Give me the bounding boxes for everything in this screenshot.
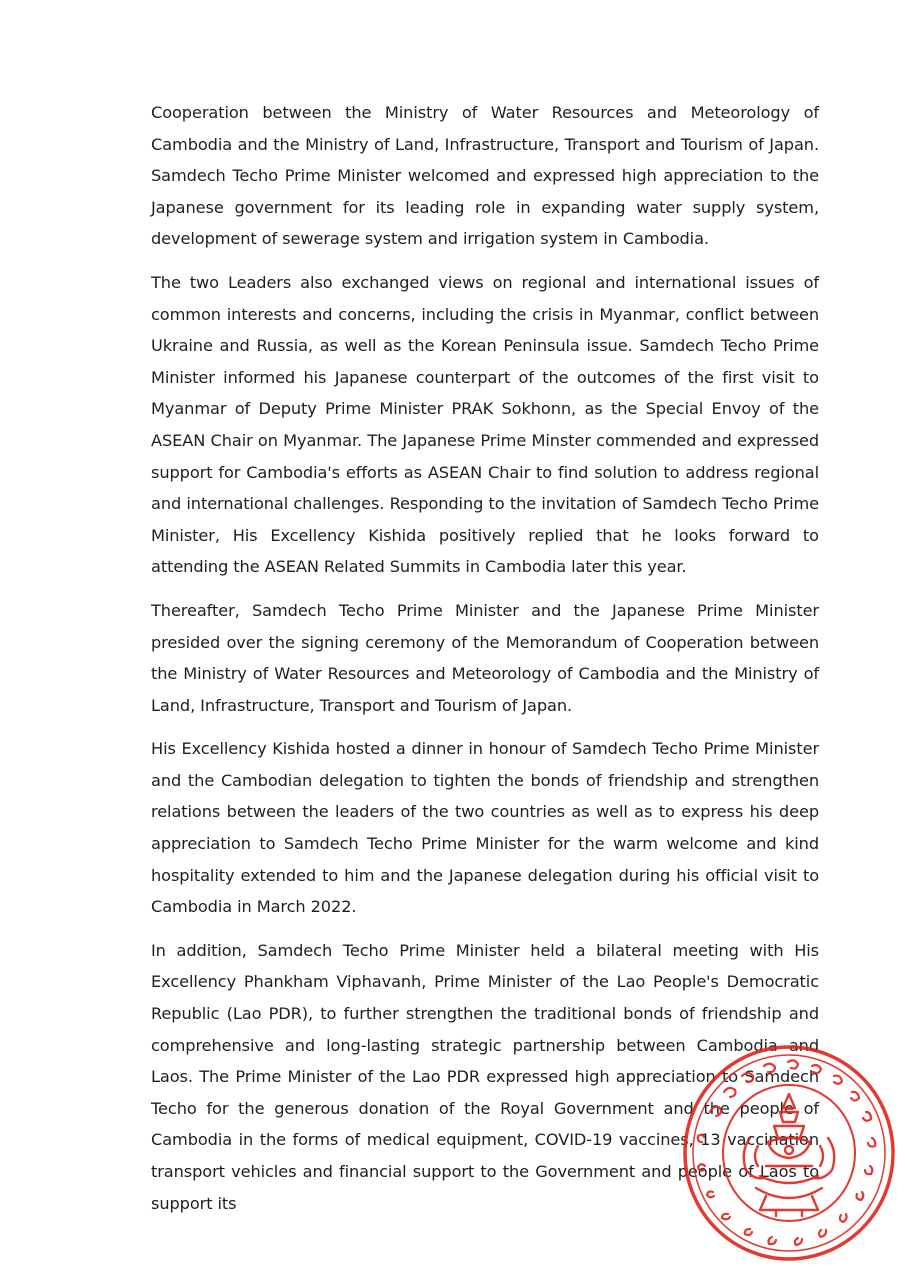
document-body (151, 97, 819, 1231)
paragraph-1: Cooperation between the Ministry of Water Resources and Meteorology of Cambodia and the Ministry of Land, Infrastructure, Transport and Tourism of Japan. Samdech Techo Prime Minister welcomed and expressed high appreciation to the Japanese government for its leading role in expanding water supply system, development of sewerage system and irrigation system in Cambodia. (151, 103, 819, 249)
paragraph-2: The two Leaders also exchanged views on regional and international issues of common interests and concerns, including the crisis in Myanmar, conflict between Ukraine and Russia, as well as the Korean Peninsula issue. Samdech Techo Prime Minister informed his Japanese counterpart of the outcomes of the first visit to Myanmar of Deputy Prime Minister PRAK Sokhonn, as the Special Envoy of the ASEAN Chair on Myanmar. The Japanese Prime Minster commended and expressed support for Cambodia's efforts as ASEAN Chair to find solution to address regional and international challenges. Responding to the invitation of Samdech Techo Prime Minister, His Excellency Kishida positively replied that he looks forward to attending the ASEAN Related Summits in Cambodia later this year. (151, 272, 819, 577)
paragraph-3: Thereafter, Samdech Techo Prime Minister and the Japanese Prime Minister presided over the signing ceremony of the Memorandum of Cooperation between the Ministry of Water Resources and Meteorology of Cambodia and the Ministry of Land, Infrastructure, Transport and Tourism of Japan. (151, 600, 819, 715)
paragraph-5: In addition, Samdech Techo Prime Minister held a bilateral meeting with His Excellency Phankham Viphavanh, Prime Minister of the Lao People's Democratic Republic (Lao PDR), to further strengthen the traditional bonds of friendship and comprehensive and long-lasting strategic partnership between Cambodia and Laos. The Prime Minister of the Lao PDR expressed high appreciation to Samdech Techo for the generous donation of the Royal Government and the people of Cambodia in the forms of medical equipment, COVID-19 vaccines, 13 vaccination transport vehicles and financial support to the Government and people of Laos to support its (151, 940, 819, 1213)
paragraph-4: His Excellency Kishida hosted a dinner in honour of Samdech Techo Prime Minister and the Cambodian delegation to tighten the bonds of friendship and strengthen relations between the leaders of the two countries as well as to express his deep appreciation to Samdech Techo Prime Minister for the warm welcome and kind hospitality extended to him and the Japanese delegation during his official visit to Cambodia in March 2022. (151, 739, 819, 917)
